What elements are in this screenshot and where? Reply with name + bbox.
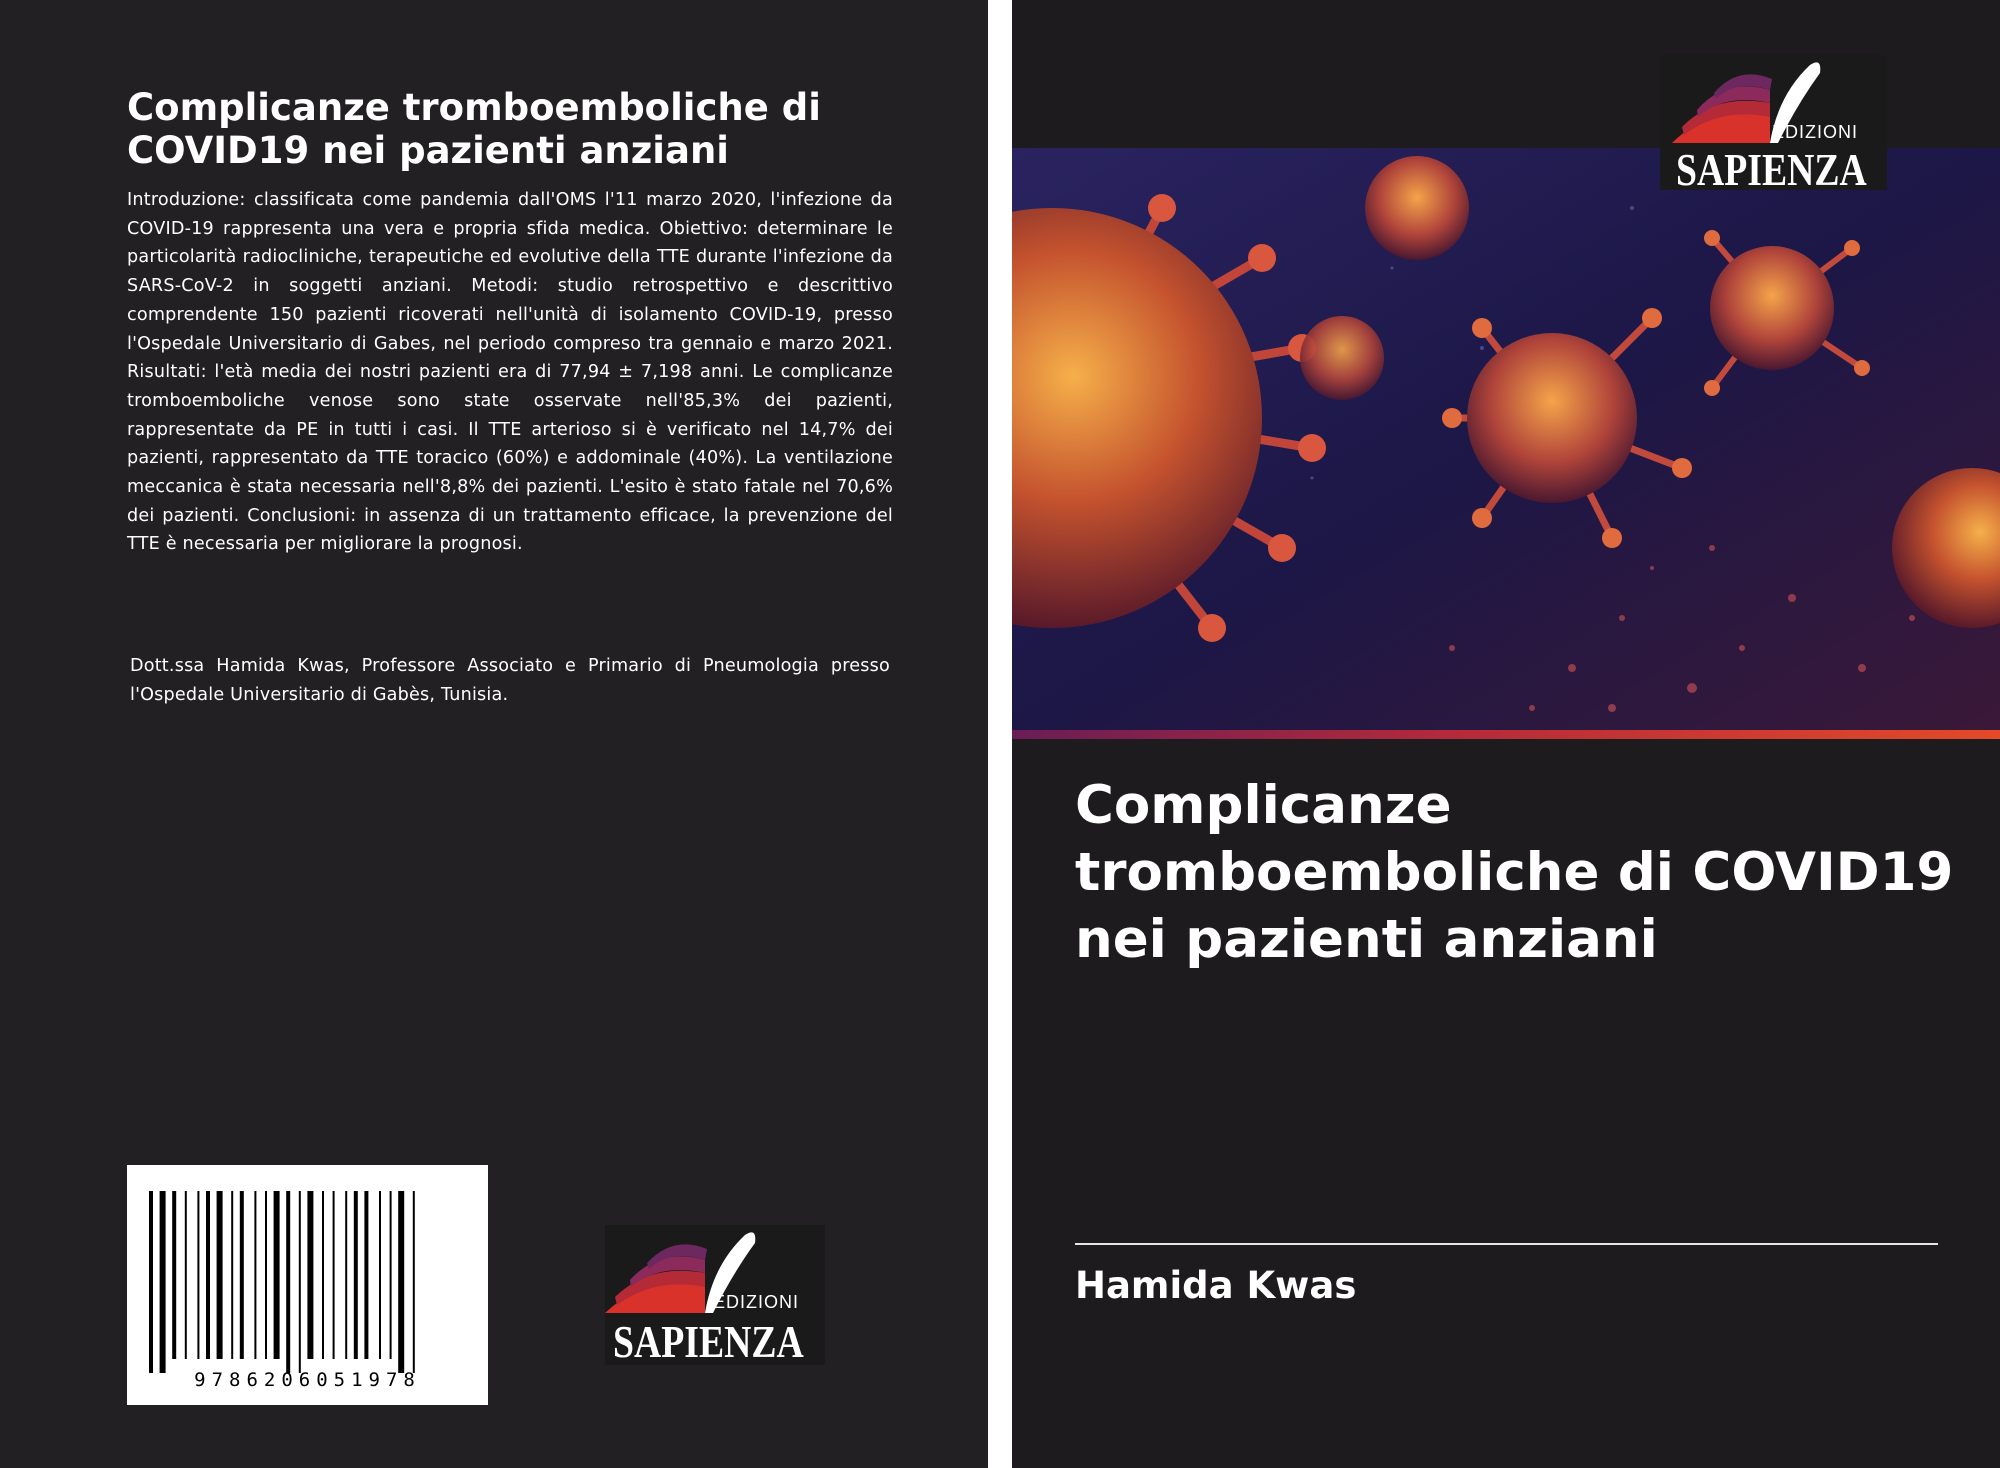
barcode-bar <box>286 1191 290 1373</box>
cover-image <box>1012 148 2000 730</box>
publisher-name: SAPIENZA <box>613 1316 804 1367</box>
barcode-bar <box>197 1191 199 1359</box>
back-cover-abstract: Introduzione: classificata come pandemia dall'OMS l'11 marzo 2020, l'infezione da COVID-19 rappresenta una vera e propria sfida medica. Obiettivo: determinare le particolarità radiocliniche, terapeutiche ed evolutive della TTE durante l'infezione da SARS-CoV-2 in soggetti anziani. Metodi: studio retrospettivo e descrittivo comprendente 150 pazienti ricoverati nell'unità di isolamento COVID-19, presso l'Ospedale Universitario di Gabes, nel periodo compreso tra gennaio e marzo 2021. Risultati: l'età media dei nostri pazienti era di 77,94 ± 7,198 anni. Le complicanze tromboemboliche venose sono state osservate nell'85,3% dei pazienti, rappresentate da PE in tutti i casi. Il TTE arterioso si è verificato nel 14,7% dei pazienti, rappresentato da TTE toracico (60%) e addominale (40%). La ventilazione meccanica è stata necessaria nell'8,8% dei pazienti. L'esito è stato fatale nel 70,6% dei pazienti. Conclusioni: in assenza di un trattamento efficace, la prevenzione del TTE è necessaria per migliorare la prognosi. <box>127 190 893 555</box>
publisher-name: SAPIENZA <box>1676 144 1867 195</box>
isbn-barcode <box>127 1165 488 1405</box>
barcode-bar <box>206 1191 210 1359</box>
back-publisher-logo <box>605 1225 825 1365</box>
barcode-bar <box>398 1191 404 1373</box>
coronavirus-illustration <box>1012 148 2000 730</box>
barcode-bar <box>390 1191 392 1359</box>
barcode-bar <box>413 1191 415 1373</box>
barcode-digits: 9786206051978 <box>194 1369 421 1391</box>
barcode-bar <box>265 1191 267 1359</box>
title-divider <box>1075 1243 1938 1245</box>
barcode-bar <box>379 1191 381 1359</box>
barcode-bar <box>333 1191 335 1359</box>
barcode-bar <box>231 1191 233 1359</box>
barcode-bar <box>307 1191 313 1359</box>
publisher-imprint: EDIZIONI <box>713 1292 800 1312</box>
barcode-bar <box>160 1191 166 1373</box>
barcode-bar <box>274 1191 280 1359</box>
front-cover-title: Complicanze tromboemboliche di COVID19 nei pazienti anziani <box>1075 775 1954 970</box>
spine-gap <box>988 0 1012 1468</box>
cover-accent-strip <box>1012 730 2000 739</box>
author-bio: Dott.ssa Hamida Kwas, Professore Associato e Primario di Pneumologia presso l'Ospedale Universitario di Gabès, Tunisia. <box>130 656 890 705</box>
back-cover-title: Complicanze tromboemboliche di COVID19 nei pazienti anziani <box>127 86 821 172</box>
barcode-bar <box>254 1191 256 1359</box>
front-cover-author: Hamida Kwas <box>1075 1264 1357 1307</box>
barcode-bar <box>185 1191 187 1359</box>
front-publisher-logo <box>1660 55 1887 195</box>
publisher-imprint: EDIZIONI <box>1772 122 1859 142</box>
barcode-bar <box>172 1191 176 1359</box>
barcode-bar <box>240 1191 244 1359</box>
barcode-bar <box>354 1191 358 1359</box>
barcode-bar <box>217 1191 223 1359</box>
barcode-bar <box>149 1191 153 1373</box>
barcode-bar <box>299 1191 301 1373</box>
barcode-bar <box>345 1191 347 1359</box>
barcode-bar <box>364 1191 368 1359</box>
barcode-bar <box>322 1191 324 1359</box>
